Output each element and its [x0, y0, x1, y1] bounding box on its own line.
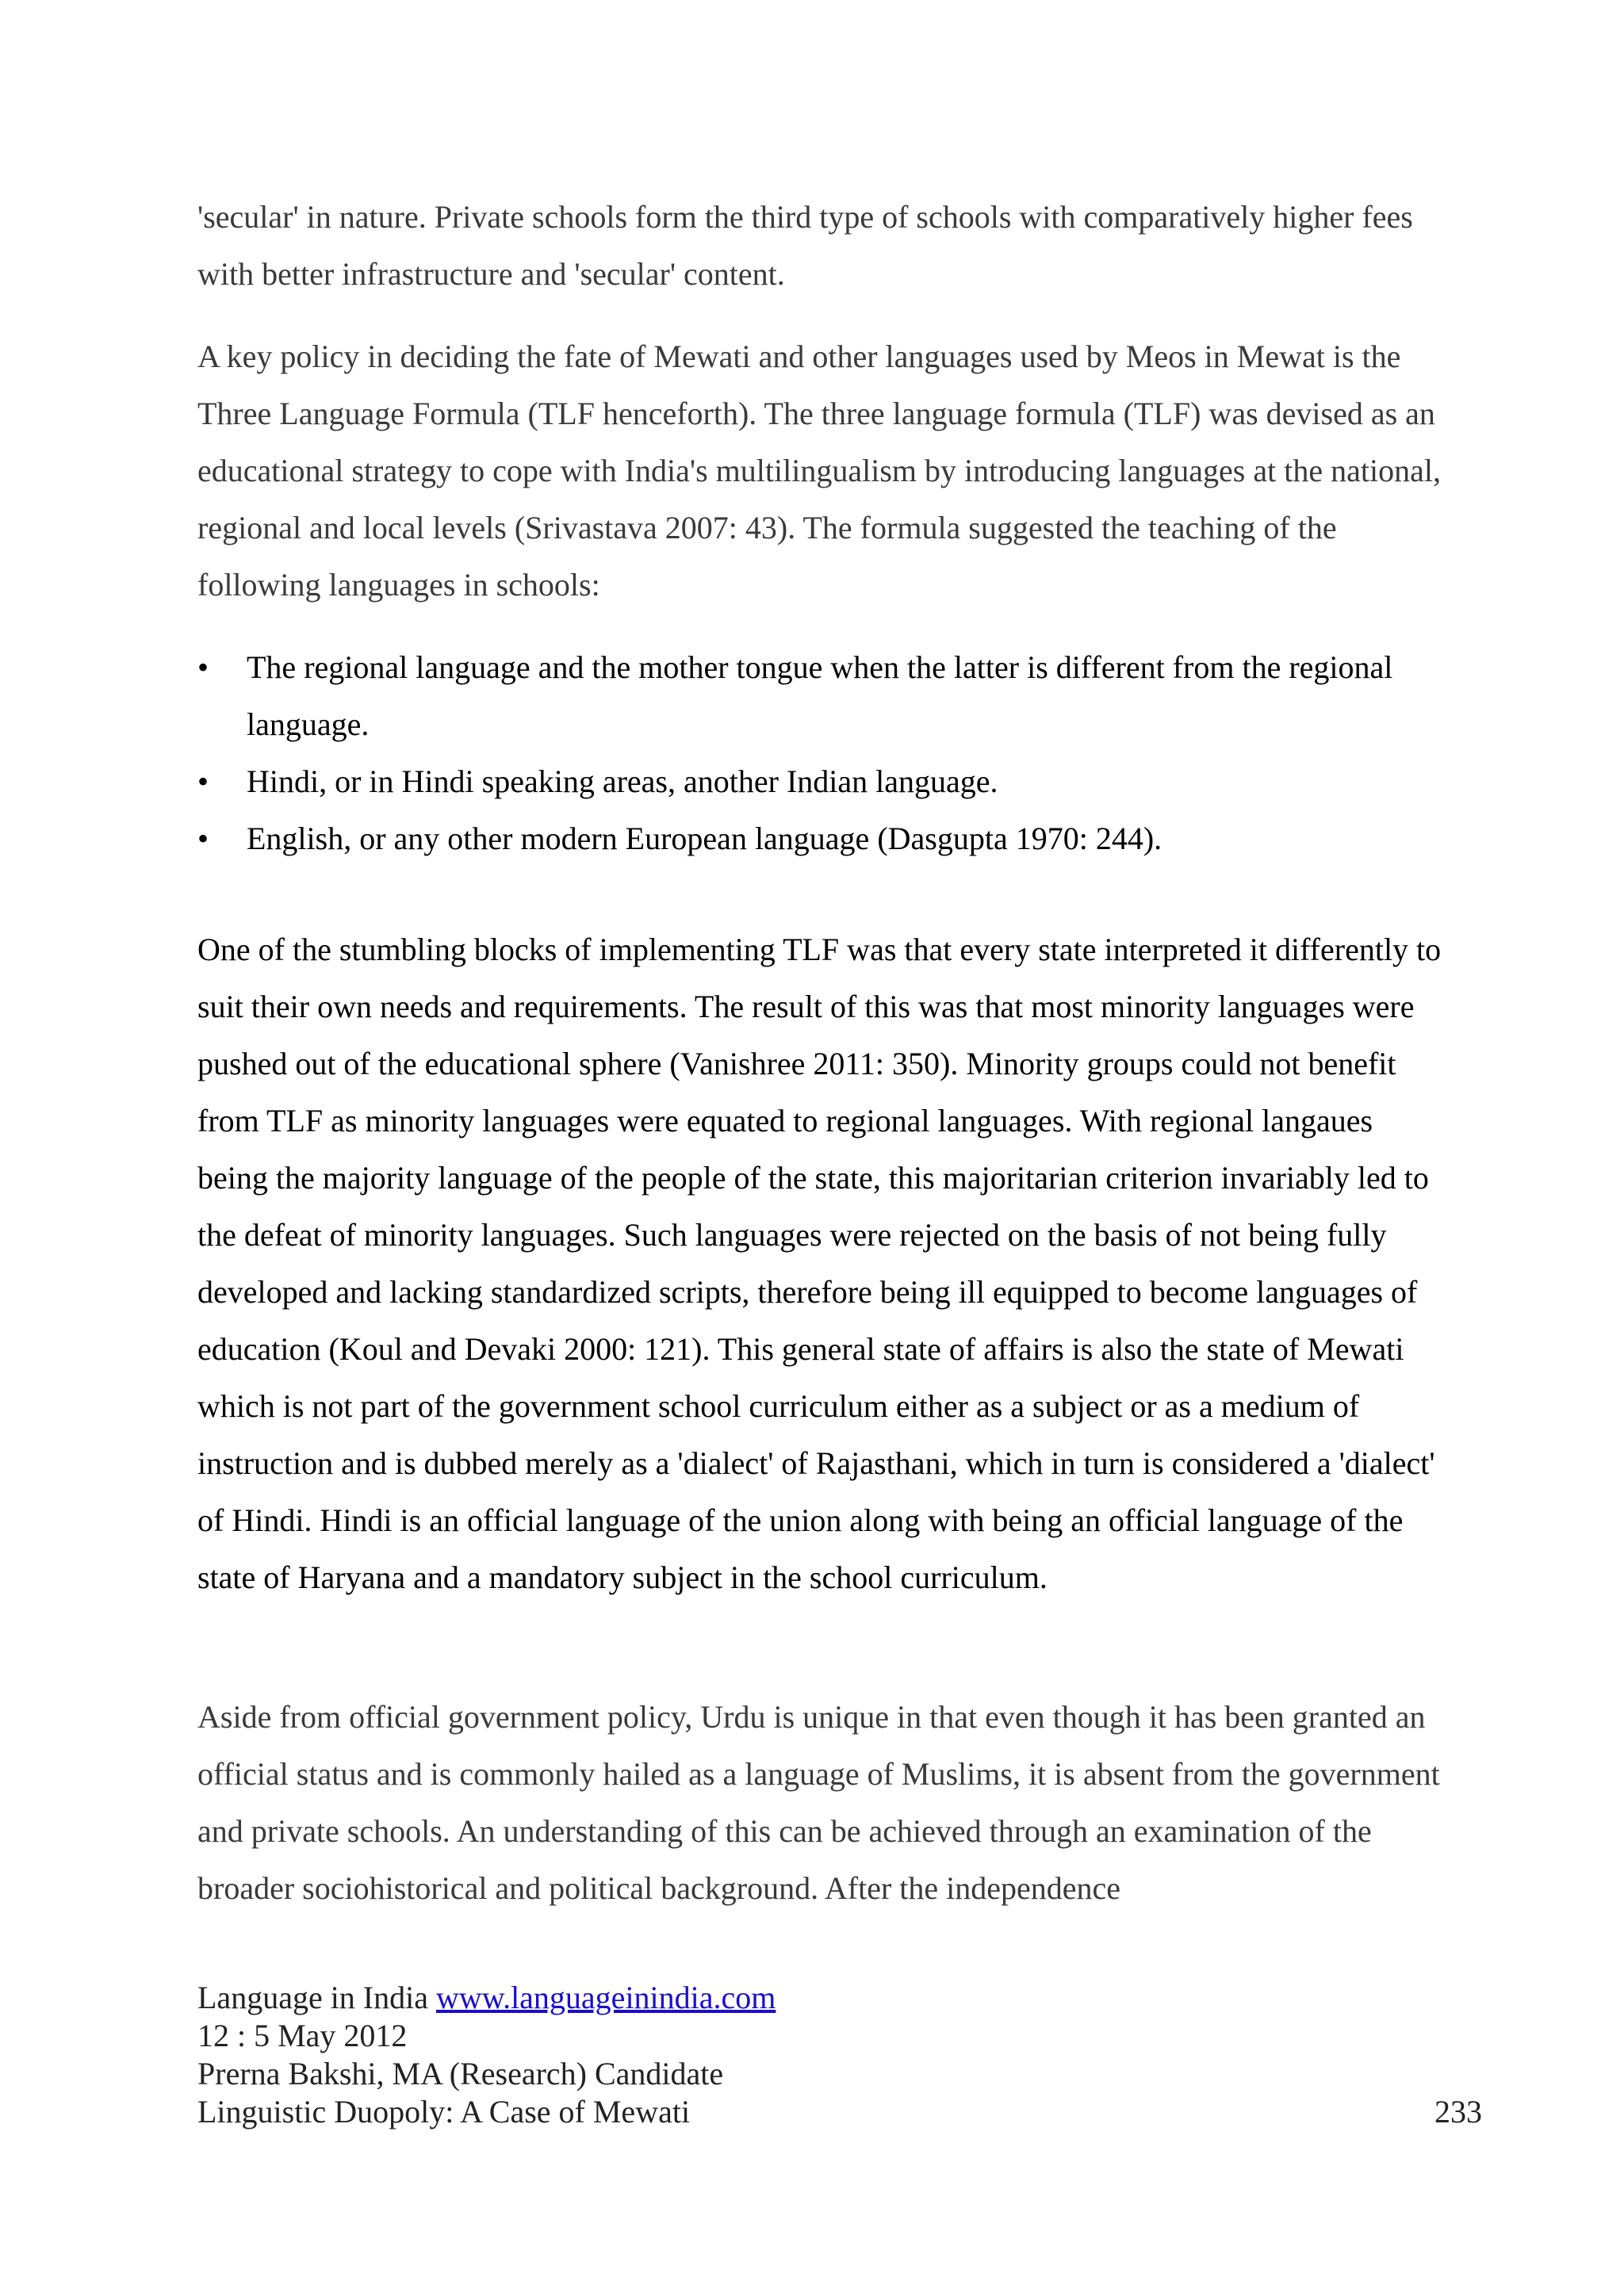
paragraph-4: Aside from official government policy, Urdu is unique in that even though it has been granted an official status and is commonly hailed as a language of Muslims, it is absent from the government and private schools. An understanding of this can be achieved through an examination of the broader sociohistorical and political background. After the independence — [197, 1699, 1440, 1906]
list-item-text: The regional language and the mother tongue when the latter is different from the regional language. — [247, 649, 1393, 742]
list-item-text: English, or any other modern European language (Dasgupta 1970: 244). — [247, 821, 1162, 856]
list-item — [197, 810, 1450, 867]
body-content — [197, 189, 1450, 1917]
paragraph-3: One of the stumbling blocks of implementing TLF was that every state interpreted it differently to suit their own needs and requirements. The result of this was that most minority languages were pushed out of the educational sphere (Vanishree 2011: 350). Minority groups could not benefit from TLF as minority languages were equated to regional languages. With regional langaues being the majority language of the people of the state, this majoritarian criterion invariably led to the defeat of minority languages. Such languages were rejected on the basis of not being fully developed and lacking standardized scripts, therefore being ill equipped to become languages of education (Koul and Devaki 2000: 121). This general state of affairs is also the state of Mewati which is not part of the government school curriculum either as a subject or as a medium of instruction and is dubbed merely as a 'dialect' of Rajasthani, which in turn is considered a 'dialect' of Hindi. Hindi is an official language of the union along with being an official language of the state of Haryana and a mandatory subject in the school curriculum. — [197, 932, 1442, 1595]
footer-journal-name: Language in India — [197, 1980, 436, 2015]
footer-author: Prerna Bakshi, MA (Research) Candidate — [197, 2056, 724, 2091]
bullet-icon: • — [197, 821, 209, 856]
footer-journal-line — [197, 1979, 1482, 2017]
list-item — [197, 639, 1450, 753]
page-footer — [197, 1979, 1482, 2131]
paragraph-1: 'secular' in nature. Private schools form the third type of schools with comparatively higher fees with better infrastructure and 'secular' content. — [197, 199, 1413, 292]
list-item-text: Hindi, or in Hindi speaking areas, another Indian language. — [247, 763, 998, 799]
paragraph-2: A key policy in deciding the fate of Mewati and other languages used by Meos in Mewat is the Three Language Formula (TLF henceforth). The three language formula (TLF) was devised as an educational strategy to cope with India's multilingualism by introducing languages at the national, regional and local levels (Srivastava 2007: 43). The formula suggested the teaching of the following languages in schools: — [197, 339, 1441, 603]
bullet-icon: • — [197, 649, 209, 685]
language-bullet-list — [197, 639, 1450, 867]
bullet-icon: • — [197, 763, 209, 799]
list-item — [197, 753, 1450, 810]
footer-article-title: Linguistic Duopoly: A Case of Mewati — [197, 2094, 691, 2130]
page-number: 233 — [1434, 2094, 1482, 2130]
footer-issue: 12 : 5 May 2012 — [197, 2018, 408, 2053]
journal-website-link[interactable]: www.languageinindia.com — [436, 1980, 776, 2015]
